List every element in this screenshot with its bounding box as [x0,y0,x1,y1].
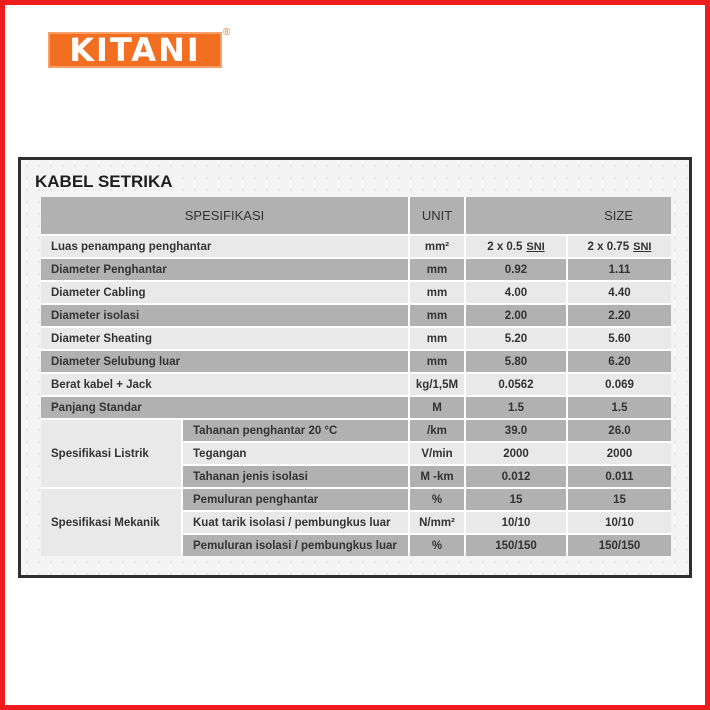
sub-row-value-size-2 [568,466,671,487]
row-value-size-2-text: 2.20 [608,309,631,322]
row-label-text: Berat kabel + Jack [51,378,152,391]
group-label-text: Spesifikasi Listrik [51,447,149,460]
group-label-text: Spesifikasi Mekanik [51,516,160,529]
sub-row-value-size-1-text: 0.012 [501,470,531,483]
logo-text: KITANI [69,31,201,69]
row-value-size-1-text: 4.00 [504,286,528,299]
sub-row-value-size-2-text: 26.0 [608,424,631,437]
row-value-size-2 [568,374,671,395]
row-label [41,397,408,418]
row-label [41,374,408,395]
row-unit-text: mm [426,332,448,345]
row-value-size-1-text: 2.00 [504,309,528,322]
row-label-text: Diameter Cabling [51,286,146,299]
row-unit [410,328,464,349]
row-value-size-1 [466,282,566,303]
row-value-size-1-text: 1.5 [508,401,524,414]
row-label [41,328,408,349]
sub-row-value-size-1-text: 39.0 [504,424,528,437]
sub-row-label [183,535,408,556]
row-value-size-1 [466,236,566,257]
row-value-size-2-text: 2 x 0.75 [587,240,630,253]
sub-row-label-text: Pemuluran penghantar [193,493,319,506]
row-value-size-1-text: 0.0562 [498,378,534,391]
row-unit-text: mm [426,355,448,368]
row-value-size-1-text: 0.92 [504,263,528,276]
spec-panel [18,157,692,578]
row-value-size-2-text: 0.069 [605,378,634,391]
sub-row-value-size-1 [466,512,566,533]
sub-row-unit [410,535,464,556]
group-label [41,420,181,487]
row-unit-text: mm [426,309,448,322]
sub-row-unit-text: M -km [420,470,454,483]
row-unit-text: mm [426,263,448,276]
panel-title: KABEL SETRIKA [35,172,173,191]
row-unit [410,236,464,257]
spec-table [41,197,671,553]
row-label-text: Diameter isolasi [51,309,140,322]
sub-row-unit [410,420,464,441]
row-unit [410,282,464,303]
sub-row-value-size-2-text: 0.011 [605,470,634,483]
row-value-size-2-text: 1.11 [608,263,631,276]
row-value-size-1 [466,328,566,349]
row-unit [410,259,464,280]
row-unit [410,374,464,395]
sub-row-value-size-1-text: 150/150 [495,539,537,552]
sub-row-value-size-2-text: 15 [613,493,626,506]
sub-row-unit-text: /km [427,424,447,437]
row-value-size-2-text: 4.40 [608,286,631,299]
sub-row-value-size-2 [568,443,671,464]
row-value-size-1-text: 5.80 [504,355,528,368]
sub-row-value-size-2-text: 2000 [606,447,633,460]
sub-row-value-size-2 [568,535,671,556]
row-value-size-1 [466,305,566,326]
sub-row-value-size-1 [466,443,566,464]
sub-row-value-size-1 [466,535,566,556]
kitani-logo [48,32,222,68]
sub-row-label-text: Tegangan [193,447,247,460]
sni-mark: SNI [526,240,545,253]
row-value-size-2 [568,236,671,257]
row-label [41,236,408,257]
sub-row-unit-text: V/min [421,447,453,460]
sub-row-value-size-2 [568,489,671,510]
row-value-size-2-text: 6.20 [608,355,631,368]
row-value-size-1 [466,351,566,372]
sub-row-label [183,466,408,487]
sub-row-value-size-1 [466,489,566,510]
row-label [41,305,408,326]
sub-row-unit-text: N/mm² [419,516,455,529]
row-value-size-2 [568,305,671,326]
row-value-size-1-text: 2 x 0.5 [487,240,523,253]
row-label [41,259,408,280]
sub-row-unit [410,443,464,464]
row-value-size-2 [568,328,671,349]
sub-row-value-size-1 [466,420,566,441]
sub-row-unit [410,489,464,510]
row-unit [410,305,464,326]
sub-row-value-size-1-text: 2000 [503,447,529,460]
row-value-size-2-text: 1.5 [611,401,628,414]
sub-row-unit [410,512,464,533]
row-value-size-2 [568,282,671,303]
row-value-size-2 [568,397,671,418]
row-label-text: Luas penampang penghantar [51,240,212,253]
row-unit-text: M [432,401,442,414]
row-unit [410,397,464,418]
row-value-size-1 [466,374,566,395]
header-unit: UNIT [410,197,464,234]
sub-row-label [183,512,408,533]
row-label-text: Panjang Standar [51,401,142,414]
sub-row-unit-text: % [431,493,443,506]
row-unit-text: mm² [424,240,450,253]
sub-row-value-size-2-text: 10/10 [605,516,634,529]
row-label-text: Diameter Penghantar [51,263,167,276]
sub-row-label [183,443,408,464]
sub-row-label [183,489,408,510]
row-unit-text: mm [426,286,448,299]
header-size: SIZE [466,197,671,234]
header-spec: SPESIFIKASI [41,197,408,234]
row-value-size-2 [568,351,671,372]
sub-row-label-text: Tahanan jenis isolasi [193,470,308,483]
row-value-size-1-text: 5.20 [504,332,528,345]
sub-row-value-size-1-text: 15 [509,493,523,506]
sub-row-value-size-2 [568,512,671,533]
sub-row-label-text: Kuat tarik isolasi / pembungkus luar [193,516,391,529]
row-value-size-1 [466,259,566,280]
row-value-size-2-text: 5.60 [608,332,631,345]
sub-row-value-size-1 [466,466,566,487]
sni-mark: SNI [633,240,652,253]
row-value-size-2 [568,259,671,280]
sub-row-label [183,420,408,441]
group-label [41,489,181,556]
sub-row-value-size-1-text: 10/10 [501,516,531,529]
row-unit [410,351,464,372]
row-label [41,351,408,372]
sub-row-unit-text: % [431,539,443,552]
sub-row-value-size-2 [568,420,671,441]
sub-row-label-text: Tahanan penghantar 20 °C [193,424,338,437]
sub-row-value-size-2-text: 150/150 [598,539,641,552]
sub-row-unit [410,466,464,487]
row-label-text: Diameter Sheating [51,332,152,345]
row-value-size-1 [466,397,566,418]
row-label-text: Diameter Selubung luar [51,355,181,368]
registered-mark: ® [223,27,231,38]
sub-row-label-text: Pemuluran isolasi / pembungkus luar [193,539,397,552]
row-label [41,282,408,303]
row-unit-text: kg/1,5M [415,378,459,391]
